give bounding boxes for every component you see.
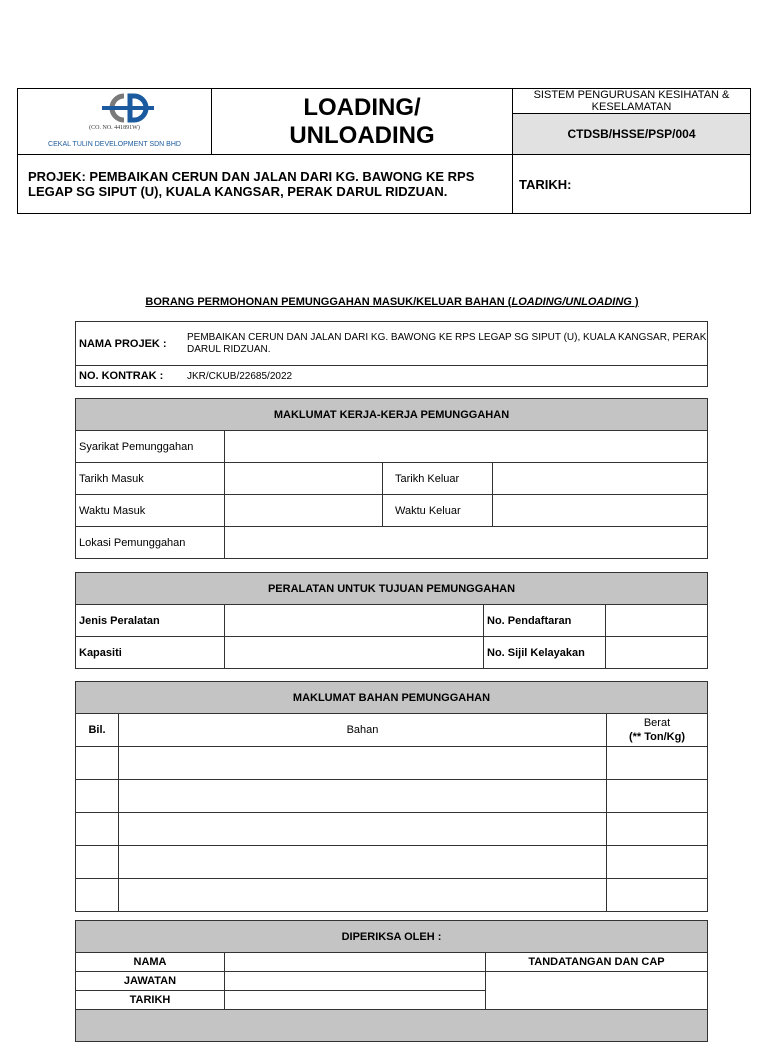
jenis-peralatan-field[interactable] bbox=[225, 605, 484, 637]
tarikh-masuk-field[interactable] bbox=[225, 463, 383, 495]
jenis-peralatan-label: Jenis Peralatan bbox=[76, 605, 225, 637]
berat-cell[interactable] bbox=[607, 780, 708, 813]
form-title bbox=[0, 296, 768, 308]
berat-cell[interactable] bbox=[607, 846, 708, 879]
header-project: PROJEK: PEMBAIKAN CERUN DAN JALAN DARI KG. BAWONG KE RPS LEGAP SG SIPUT (U), KUALA KANGSAR, PERAK DARUL RIDZUAN. bbox=[18, 155, 513, 214]
company-logo-icon bbox=[100, 93, 156, 123]
no-kontrak-value: JKR/CKUB/22685/2022 bbox=[183, 366, 708, 387]
bahan-cell[interactable] bbox=[119, 846, 607, 879]
no-pendaftaran-label: No. Pendaftaran bbox=[484, 605, 606, 637]
tarikh-keluar-field[interactable] bbox=[493, 463, 708, 495]
maklumat-kerja-table bbox=[75, 398, 708, 559]
lokasi-field[interactable] bbox=[225, 527, 708, 559]
syarikat-field[interactable] bbox=[225, 431, 708, 463]
company-name: CEKAL TULIN DEVELOPMENT SDN BHD bbox=[48, 141, 181, 148]
bil-cell[interactable] bbox=[76, 879, 119, 912]
berat-cell[interactable] bbox=[607, 813, 708, 846]
waktu-keluar-field[interactable] bbox=[493, 495, 708, 527]
tandatangan-field[interactable] bbox=[486, 972, 708, 1010]
nama-projek-value: PEMBAIKAN CERUN DAN JALAN DARI KG. BAWONG KE RPS LEGAP SG SIPUT (U), KUALA KANGSAR, PERAK DARUL RIDZUAN. bbox=[183, 322, 708, 366]
form-title-suffix: ) bbox=[631, 296, 639, 308]
no-sijil-field[interactable] bbox=[606, 637, 708, 669]
no-kontrak-label: NO. KONTRAK : bbox=[76, 366, 184, 387]
waktu-masuk-field[interactable] bbox=[225, 495, 383, 527]
bil-cell[interactable] bbox=[76, 780, 119, 813]
berat-header-line1: Berat bbox=[643, 717, 671, 729]
bil-cell[interactable] bbox=[76, 747, 119, 780]
system-name: SISTEM PENGURUSAN KESIHATAN & KESELAMATAN bbox=[513, 89, 751, 114]
syarikat-label: Syarikat Pemunggahan bbox=[76, 431, 225, 463]
title-line-2: UNLOADING bbox=[289, 121, 435, 149]
bil-column-header: Bil. bbox=[76, 714, 119, 747]
title-line-1: LOADING/ bbox=[303, 93, 421, 121]
nama-field[interactable] bbox=[225, 953, 486, 972]
company-reg-no: (CO. NO. 441891W) bbox=[89, 125, 140, 131]
maklumat-kerja-heading: MAKLUMAT KERJA-KERJA PEMUNGGAHAN bbox=[76, 399, 708, 431]
kapasiti-label: Kapasiti bbox=[76, 637, 225, 669]
bahan-cell[interactable] bbox=[119, 780, 607, 813]
tandatangan-label: TANDATANGAN DAN CAP bbox=[486, 953, 708, 972]
table-row bbox=[76, 879, 708, 912]
berat-cell[interactable] bbox=[607, 879, 708, 912]
company-logo-cell bbox=[18, 89, 212, 155]
berat-header-line2: (** Ton/Kg) bbox=[628, 731, 685, 743]
header-tarikh-label: TARIKH: bbox=[513, 155, 751, 214]
jawatan-field[interactable] bbox=[225, 972, 486, 991]
bahan-heading: MAKLUMAT BAHAN PEMUNGGAHAN bbox=[76, 682, 708, 714]
peralatan-table bbox=[75, 572, 708, 669]
jawatan-label: JAWATAN bbox=[76, 972, 225, 991]
nama-label: NAMA bbox=[76, 953, 225, 972]
tarikh-field[interactable] bbox=[225, 991, 486, 1010]
next-section-header bbox=[76, 1010, 708, 1042]
form-title-prefix: BORANG PERMOHONAN PEMUNGGAHAN MASUK/KELUAR BAHAN ( bbox=[145, 296, 512, 308]
project-info-table bbox=[75, 321, 708, 387]
waktu-keluar-label: Waktu Keluar bbox=[383, 495, 493, 527]
tarikh-label: TARIKH bbox=[76, 991, 225, 1010]
document-code: CTDSB/HSSE/PSP/004 bbox=[513, 114, 751, 155]
bahan-cell[interactable] bbox=[119, 813, 607, 846]
no-sijil-label: No. Sijil Kelayakan bbox=[484, 637, 606, 669]
table-row bbox=[76, 747, 708, 780]
diperiksa-heading: DIPERIKSA OLEH : bbox=[76, 921, 708, 953]
bahan-cell[interactable] bbox=[119, 879, 607, 912]
berat-cell[interactable] bbox=[607, 747, 708, 780]
tarikh-masuk-label: Tarikh Masuk bbox=[76, 463, 225, 495]
berat-column-header bbox=[607, 714, 708, 747]
tarikh-keluar-label: Tarikh Keluar bbox=[383, 463, 493, 495]
form-title-italic: LOADING/UNLOADING bbox=[511, 296, 632, 308]
nama-projek-label: NAMA PROJEK : bbox=[76, 322, 184, 366]
peralatan-heading: PERALATAN UNTUK TUJUAN PEMUNGGAHAN bbox=[76, 573, 708, 605]
document-header bbox=[17, 88, 751, 214]
lokasi-label: Lokasi Pemunggahan bbox=[76, 527, 225, 559]
bahan-column-header: Bahan bbox=[119, 714, 607, 747]
kapasiti-field[interactable] bbox=[225, 637, 484, 669]
bahan-table bbox=[75, 681, 708, 912]
table-row bbox=[76, 813, 708, 846]
no-pendaftaran-field[interactable] bbox=[606, 605, 708, 637]
table-row bbox=[76, 846, 708, 879]
document-title bbox=[212, 89, 513, 155]
table-row bbox=[76, 780, 708, 813]
bahan-cell[interactable] bbox=[119, 747, 607, 780]
bil-cell[interactable] bbox=[76, 846, 119, 879]
bil-cell[interactable] bbox=[76, 813, 119, 846]
waktu-masuk-label: Waktu Masuk bbox=[76, 495, 225, 527]
